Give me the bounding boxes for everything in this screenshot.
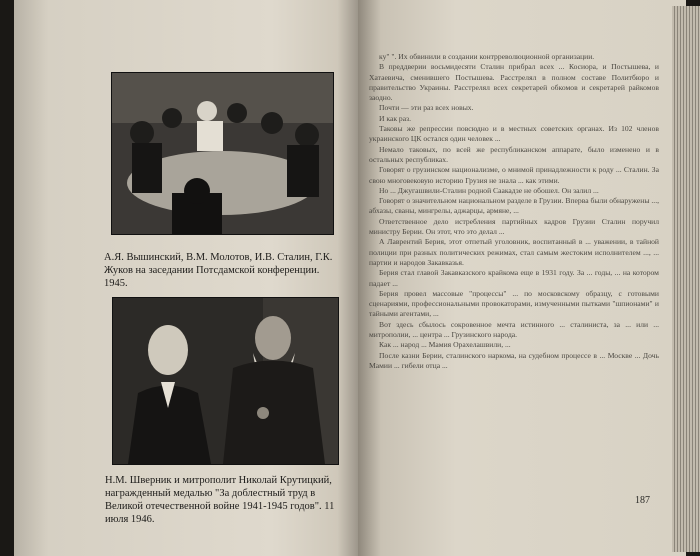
paragraph: Берия провел массовые "процессы" ... по московскому образцу, с готовыми сценариями, профессиональными провокаторами, измученными пытками "шпионами" и тайными агентами, ... — [369, 288, 659, 319]
paragraph: Вот здесь сбылось сокровенное мечта истинного ... сталиниста, за ... или ... митрополии, ... центра ... Грузинского народа. — [369, 319, 659, 340]
paragraph: Но ... Джугашвили-Сталин родной Саакадзе не обошел. Он залил ... — [379, 185, 599, 195]
portrait-photo — [112, 297, 339, 465]
paragraph: Немало таковых, по всей же республиканском аппарате, было изменено и в остальных республиках. — [369, 144, 659, 164]
photo1-caption: А.Я. Вышинский, В.М. Молотов, И.В. Сталин, Г.К. Жуков на заседании Потсдамской конференции. 1945. — [104, 252, 333, 289]
conference-photo-icon — [112, 73, 333, 234]
paragraph: Ответственное дело истребления партийных кадров Грузии Сталин поручил министру Берии. Он этот, что это делал ... — [369, 216, 659, 237]
portrait-photo-icon — [113, 298, 338, 464]
page-number: 187 — [635, 495, 650, 506]
paragraph: А Лаврентий Берия, этот отпетый уголовник, воспитанный в ... уважении, в тайной полиции при разных политических режимах, стал самым жестоким исполнителем ..., ... партии и народов Закавказья. — [369, 237, 659, 267]
paragraph: В преддверии восьмидесяти Сталин прибрал всех ... Косиора, и Постышева, и Хатаевича, сменившего Постышева. Расстрелял в полном составе Политбюро и правительство Украины. Расстрелял всех секретарей обкомов и секретарей райкомов заодно. — [369, 62, 659, 103]
paragraph: Говорят о грузинском национализме, о мнимой принадлежности к роду ... Сталин. За свою многовековую историю Грузия не знала ... как этими. — [369, 165, 659, 185]
body-text — [369, 52, 659, 371]
paragraph: Говорят о значительном национальном разделе в Грузии. Вперва были обнаружены ..., абхазы, сваны, мингрелы, аджарцы, армяне, ... — [369, 196, 659, 216]
conference-photo — [111, 72, 334, 235]
paragraph: После казни Берии, сталинского наркома, на судебном процессе в ... Москве ... Дочь Мамии ... гибели отца ... — [369, 350, 659, 370]
paragraph: И как раз. — [379, 113, 411, 123]
paragraph: Почти — эти раз всех новых. — [379, 103, 474, 113]
left-page — [14, 0, 358, 556]
book-spread — [14, 0, 700, 556]
paragraph: Таковы же репрессии повсюдно и в местных советских органах. Из 102 членов украинского ЦК остался один человек ... — [369, 124, 659, 144]
paragraph: ку" ". Их обвинили в создании контрреволюционной организации. — [379, 52, 595, 61]
photo2-caption: Н.М. Шверник и митрополит Николай Крутицкий, награжденный медалью "За доблестный труд в Великой отечественной войне 1941-1945 годов". 11 июля 1946. — [105, 475, 335, 525]
page-edges — [672, 6, 700, 552]
paragraph: Берия стал главой Закавказского крайкома еще в 1931 году. За ... годы, ... на котором падает ... — [369, 268, 659, 288]
paragraph: Как ... народ ... Мамия Орахелашвили, ... — [379, 340, 511, 350]
